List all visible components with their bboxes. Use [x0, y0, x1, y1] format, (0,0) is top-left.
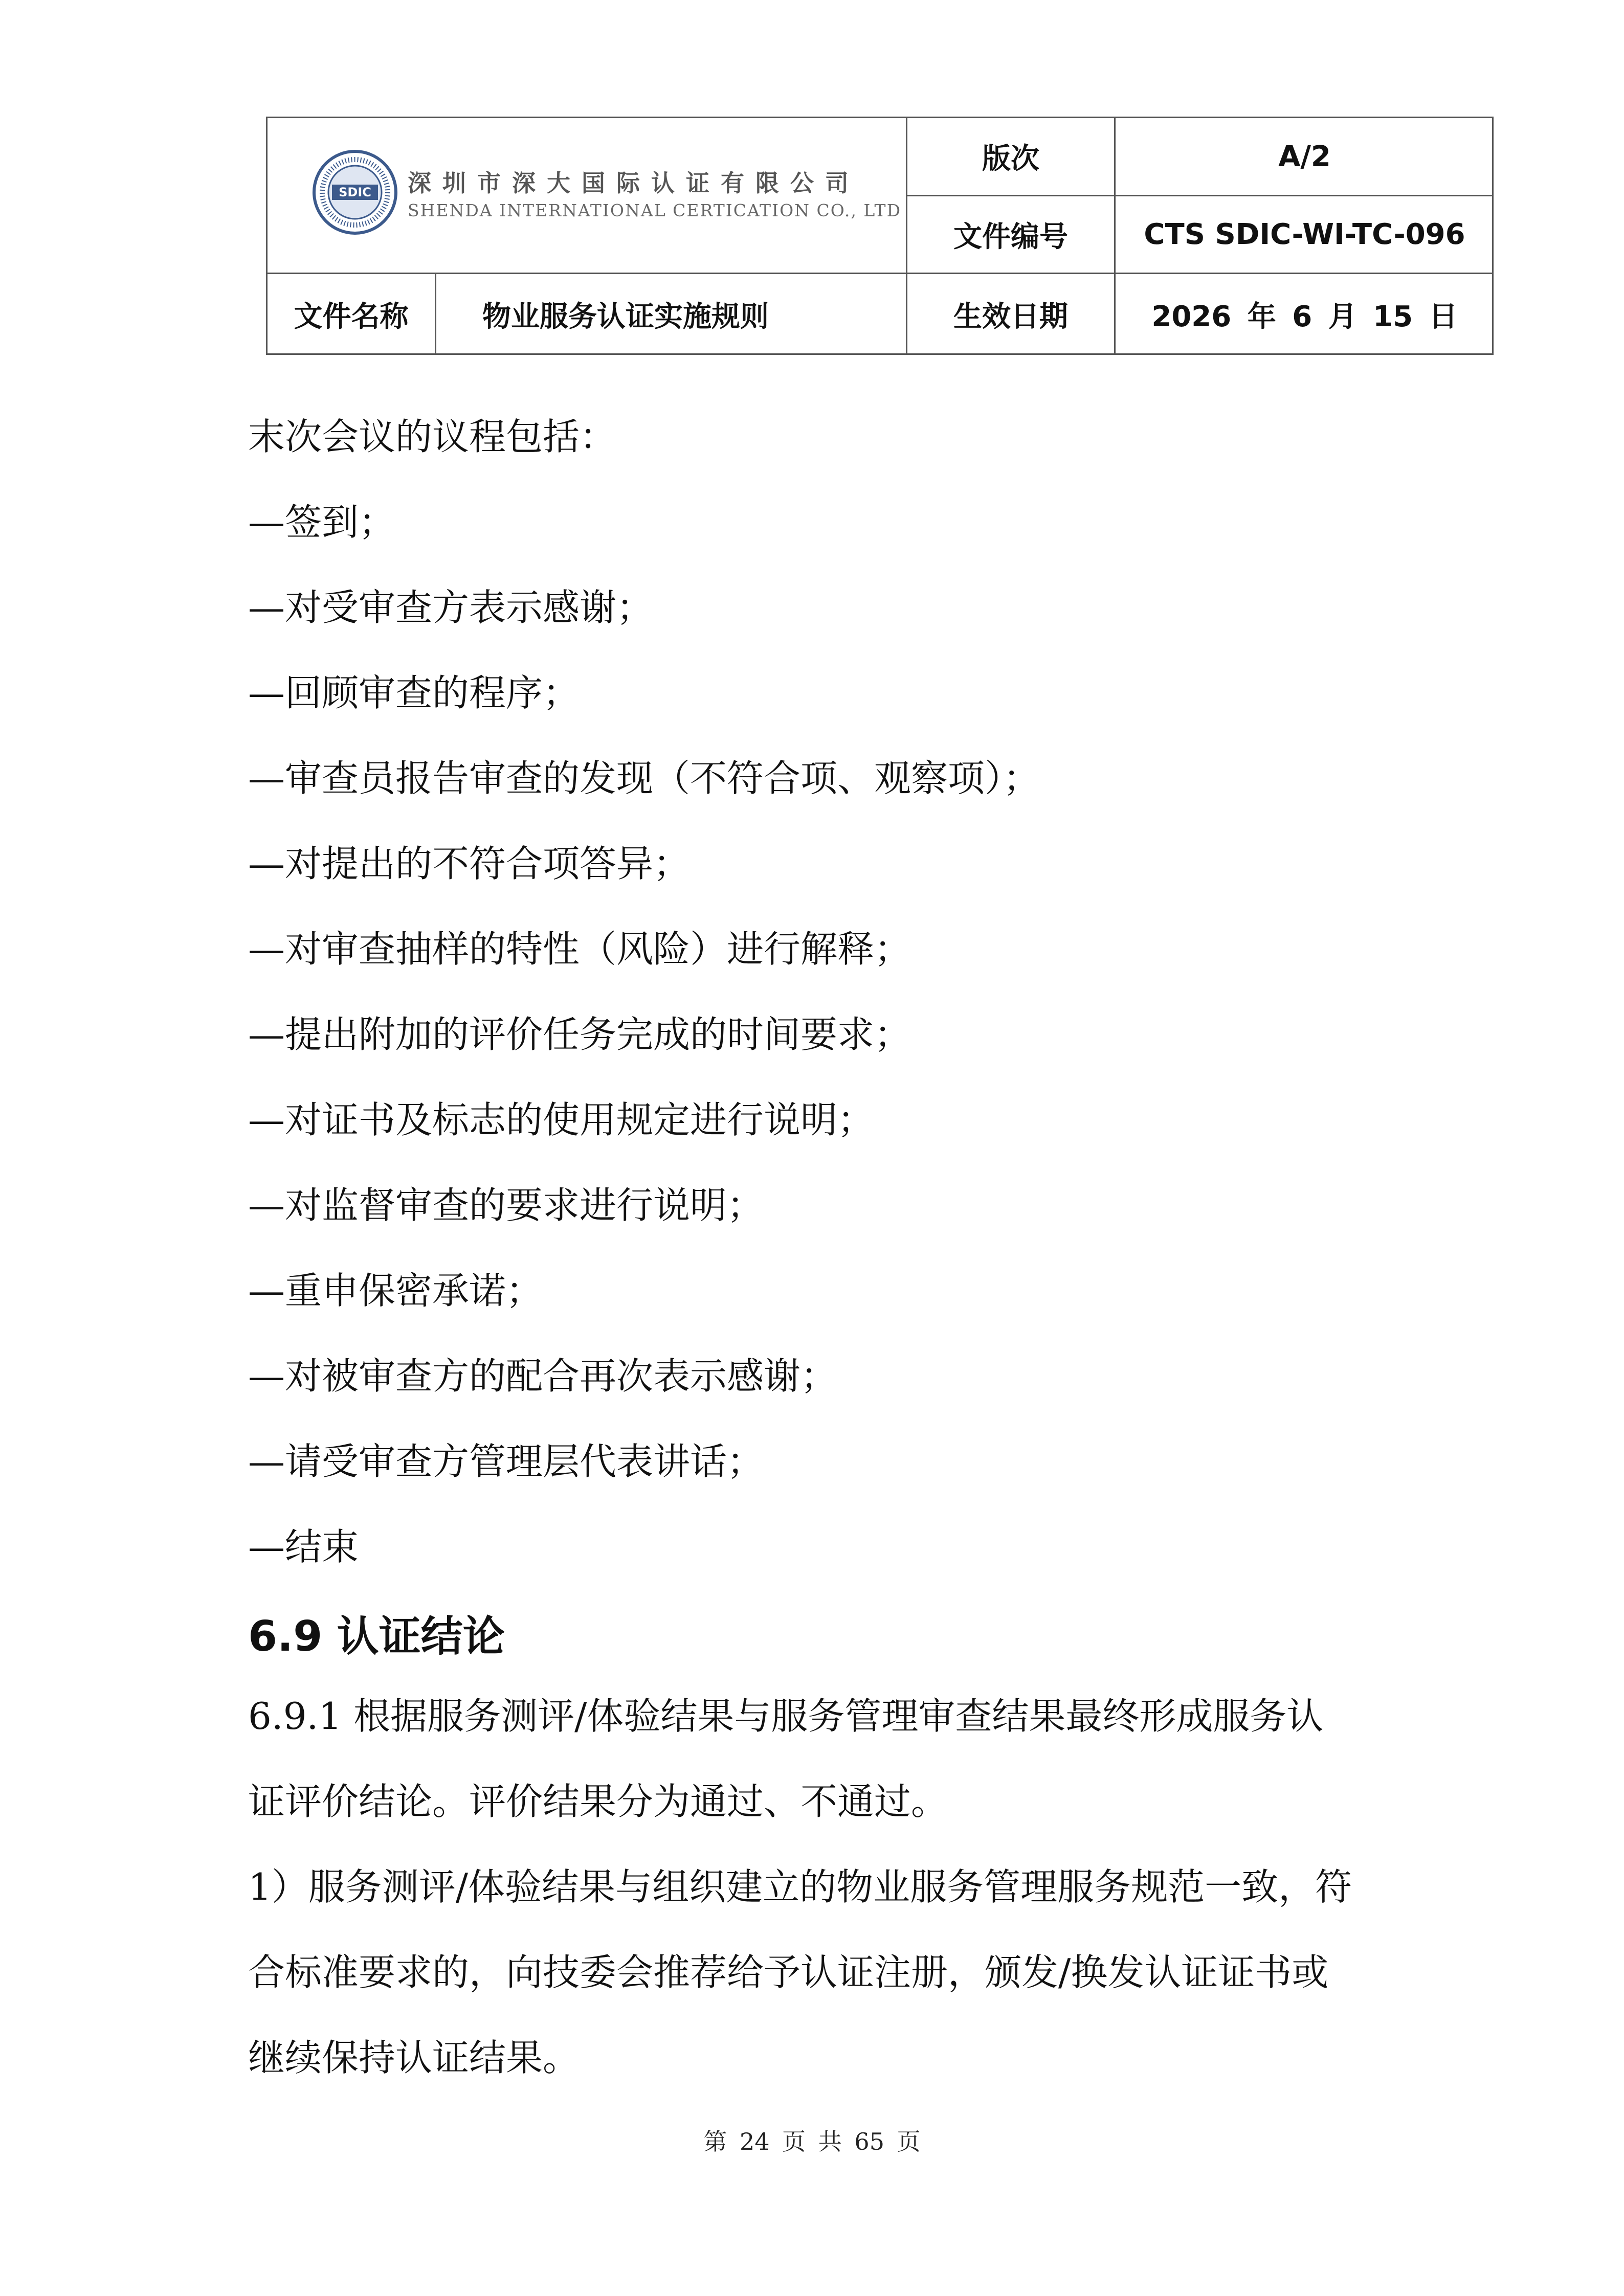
company-name-en: SHENDA INTERNATIONAL CERTICATION CO., LTD — [408, 200, 902, 220]
page-number: 第 24 页 共 65 页 — [703, 2128, 921, 2155]
section-heading: 6.9 认证结论 — [248, 1612, 505, 1661]
logo-text: SDIC — [339, 185, 371, 199]
agenda-item: —对提出的不符合项答异； — [248, 842, 691, 885]
agenda-item: —回顾审查的程序； — [248, 671, 580, 714]
agenda-item: —重申保密承诺； — [248, 1269, 543, 1312]
document-name-label: 文件名称 — [294, 300, 409, 333]
agenda-intro: 末次会议的议程包括： — [248, 415, 617, 458]
effective-date-label: 生效日期 — [953, 300, 1068, 333]
agenda-item: —请受审查方管理层代表讲话； — [248, 1440, 764, 1483]
agenda-item: —对监督审查的要求进行说明； — [248, 1184, 764, 1227]
company-name-cn: 深圳市深大国际认证有限公司 — [408, 169, 860, 197]
document-name-value: 物业服务认证实施规则 — [482, 300, 769, 333]
sdic-seal-icon — [312, 149, 398, 236]
paragraph-line: 继续保持认证结果。 — [248, 2036, 580, 2079]
agenda-item: —对受审查方表示感谢； — [248, 586, 654, 629]
version-label: 版次 — [982, 142, 1039, 175]
agenda-item: —结束 — [248, 1525, 359, 1568]
document-number-value: CTS SDIC-WI-TC-096 — [1144, 218, 1465, 251]
effective-date-value: 2026 年 6 月 15 日 — [1151, 300, 1458, 333]
agenda-item: —签到； — [248, 501, 396, 544]
version-value: A/2 — [1278, 140, 1331, 173]
agenda-item: —审查员报告审查的发现（不符合项、观察项）； — [248, 757, 1040, 800]
agenda-item: —提出附加的评价任务完成的时间要求； — [248, 1013, 911, 1056]
paragraph-line: 6.9.1 根据服务测评/体验结果与服务管理审查结果最终形成服务认 — [248, 1695, 1324, 1738]
paragraph-line: 1）服务测评/体验结果与组织建立的物业服务管理服务规范一致，符 — [248, 1865, 1352, 1908]
agenda-item: —对被审查方的配合再次表示感谢； — [248, 1355, 838, 1398]
agenda-item: —对证书及标志的使用规定进行说明； — [248, 1098, 875, 1141]
paragraph-line: 证评价结论。评价结果分为通过、不通过。 — [248, 1780, 948, 1823]
document-header-table — [266, 117, 1494, 355]
agenda-item: —对审查抽样的特性（风险）进行解释； — [248, 928, 911, 971]
paragraph-line: 合标准要求的，向技委会推荐给予认证注册，颁发/换发认证证书或 — [248, 1951, 1329, 1994]
company-logo — [312, 149, 901, 236]
document-number-label: 文件编号 — [953, 220, 1068, 254]
